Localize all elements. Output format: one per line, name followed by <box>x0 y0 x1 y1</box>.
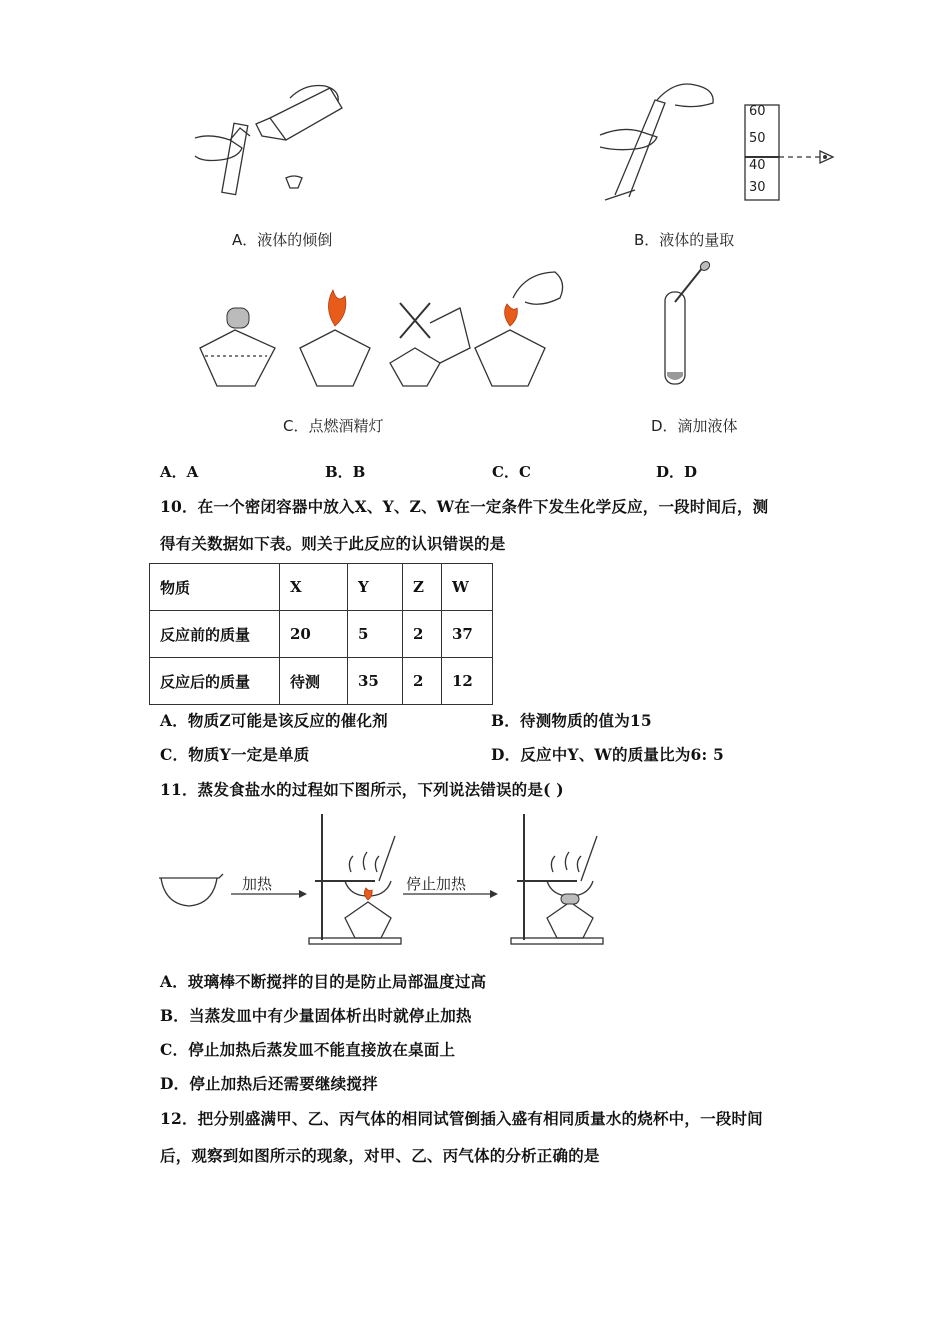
table-row <box>150 564 493 611</box>
q10-option-c[interactable]: C．物质Y一定是单质 <box>160 745 310 764</box>
q11-option-d[interactable]: D．停止加热后还需要继续搅拌 <box>160 1074 378 1093</box>
alcohol-lamp-figures <box>195 268 575 393</box>
table-cell: 反应后的质量 <box>150 658 280 705</box>
q11-option-b[interactable]: B．当蒸发皿中有少量固体析出时就停止加热 <box>160 1006 472 1025</box>
table-cell: 2 <box>403 658 442 705</box>
scale-tick-30: 30 <box>749 180 766 195</box>
table-header-cell: Z <box>403 564 442 611</box>
q9-option-c[interactable]: C．C <box>492 463 531 481</box>
q10-option-b[interactable]: B．待测物质的值为15 <box>491 711 652 730</box>
table-cell: 待测 <box>280 658 348 705</box>
caption-b: B．液体的量取 <box>634 231 735 249</box>
q9-option-d[interactable]: D．D <box>656 463 698 481</box>
scale-tick-50: 50 <box>749 131 766 146</box>
q11-option-c[interactable]: C．停止加热后蒸发皿不能直接放在桌面上 <box>160 1040 456 1059</box>
table-cell: 2 <box>403 611 442 658</box>
q11-option-a[interactable]: A．玻璃棒不断搅拌的目的是防止局部温度过高 <box>160 972 487 991</box>
q10-option-d[interactable]: D．反应中Y、W的质量比为6: 5 <box>491 745 725 764</box>
scale-tick-40: 40 <box>749 158 766 173</box>
liquid-pouring-figure <box>190 78 350 208</box>
caption-d: D．滴加液体 <box>651 417 738 435</box>
q9-option-b[interactable]: B．B <box>325 463 366 481</box>
table-cell: 37 <box>442 611 493 658</box>
table-header-cell: X <box>280 564 348 611</box>
table-cell: 35 <box>348 658 403 705</box>
table-cell: 5 <box>348 611 403 658</box>
table-cell: 20 <box>280 611 348 658</box>
q10-stem-line2: 得有关数据如下表。则关于此反应的认识错误的是 <box>160 534 506 553</box>
table-header-cell: W <box>442 564 493 611</box>
caption-a: A．液体的倾倒 <box>232 231 333 249</box>
q12-stem-line2: 后，观察到如图所示的现象，对甲、乙、丙气体的分析正确的是 <box>160 1146 600 1165</box>
evaporation-figure <box>155 808 615 953</box>
q11-stem: 11．蒸发食盐水的过程如下图所示，下列说法错误的是( ) <box>160 780 564 799</box>
q10-stem-line1: 10．在一个密闭容器中放入X、Y、Z、W在一定条件下发生化学反应，一段时间后，测 <box>160 497 769 516</box>
mass-data-table <box>149 563 493 705</box>
q9-option-a[interactable]: A．A <box>160 463 199 481</box>
q12-stem-line1: 12．把分别盛满甲、乙、丙气体的相同试管倒插入盛有相同质量水的烧杯中，一段时间 <box>160 1109 763 1128</box>
table-header-cell: 物质 <box>150 564 280 611</box>
arrow-label-heat: 加热 <box>242 875 273 893</box>
dropper-figure <box>655 262 715 392</box>
scale-tick-60: 60 <box>749 104 766 119</box>
caption-c: C．点燃酒精灯 <box>283 417 384 435</box>
liquid-measuring-figure <box>595 75 845 210</box>
arrow-label-stop-heat: 停止加热 <box>406 875 467 893</box>
table-row <box>150 611 493 658</box>
table-cell: 反应前的质量 <box>150 611 280 658</box>
q10-option-a[interactable]: A．物质Z可能是该反应的催化剂 <box>160 711 388 730</box>
table-header-cell: Y <box>348 564 403 611</box>
table-cell: 12 <box>442 658 493 705</box>
table-row <box>150 658 493 705</box>
